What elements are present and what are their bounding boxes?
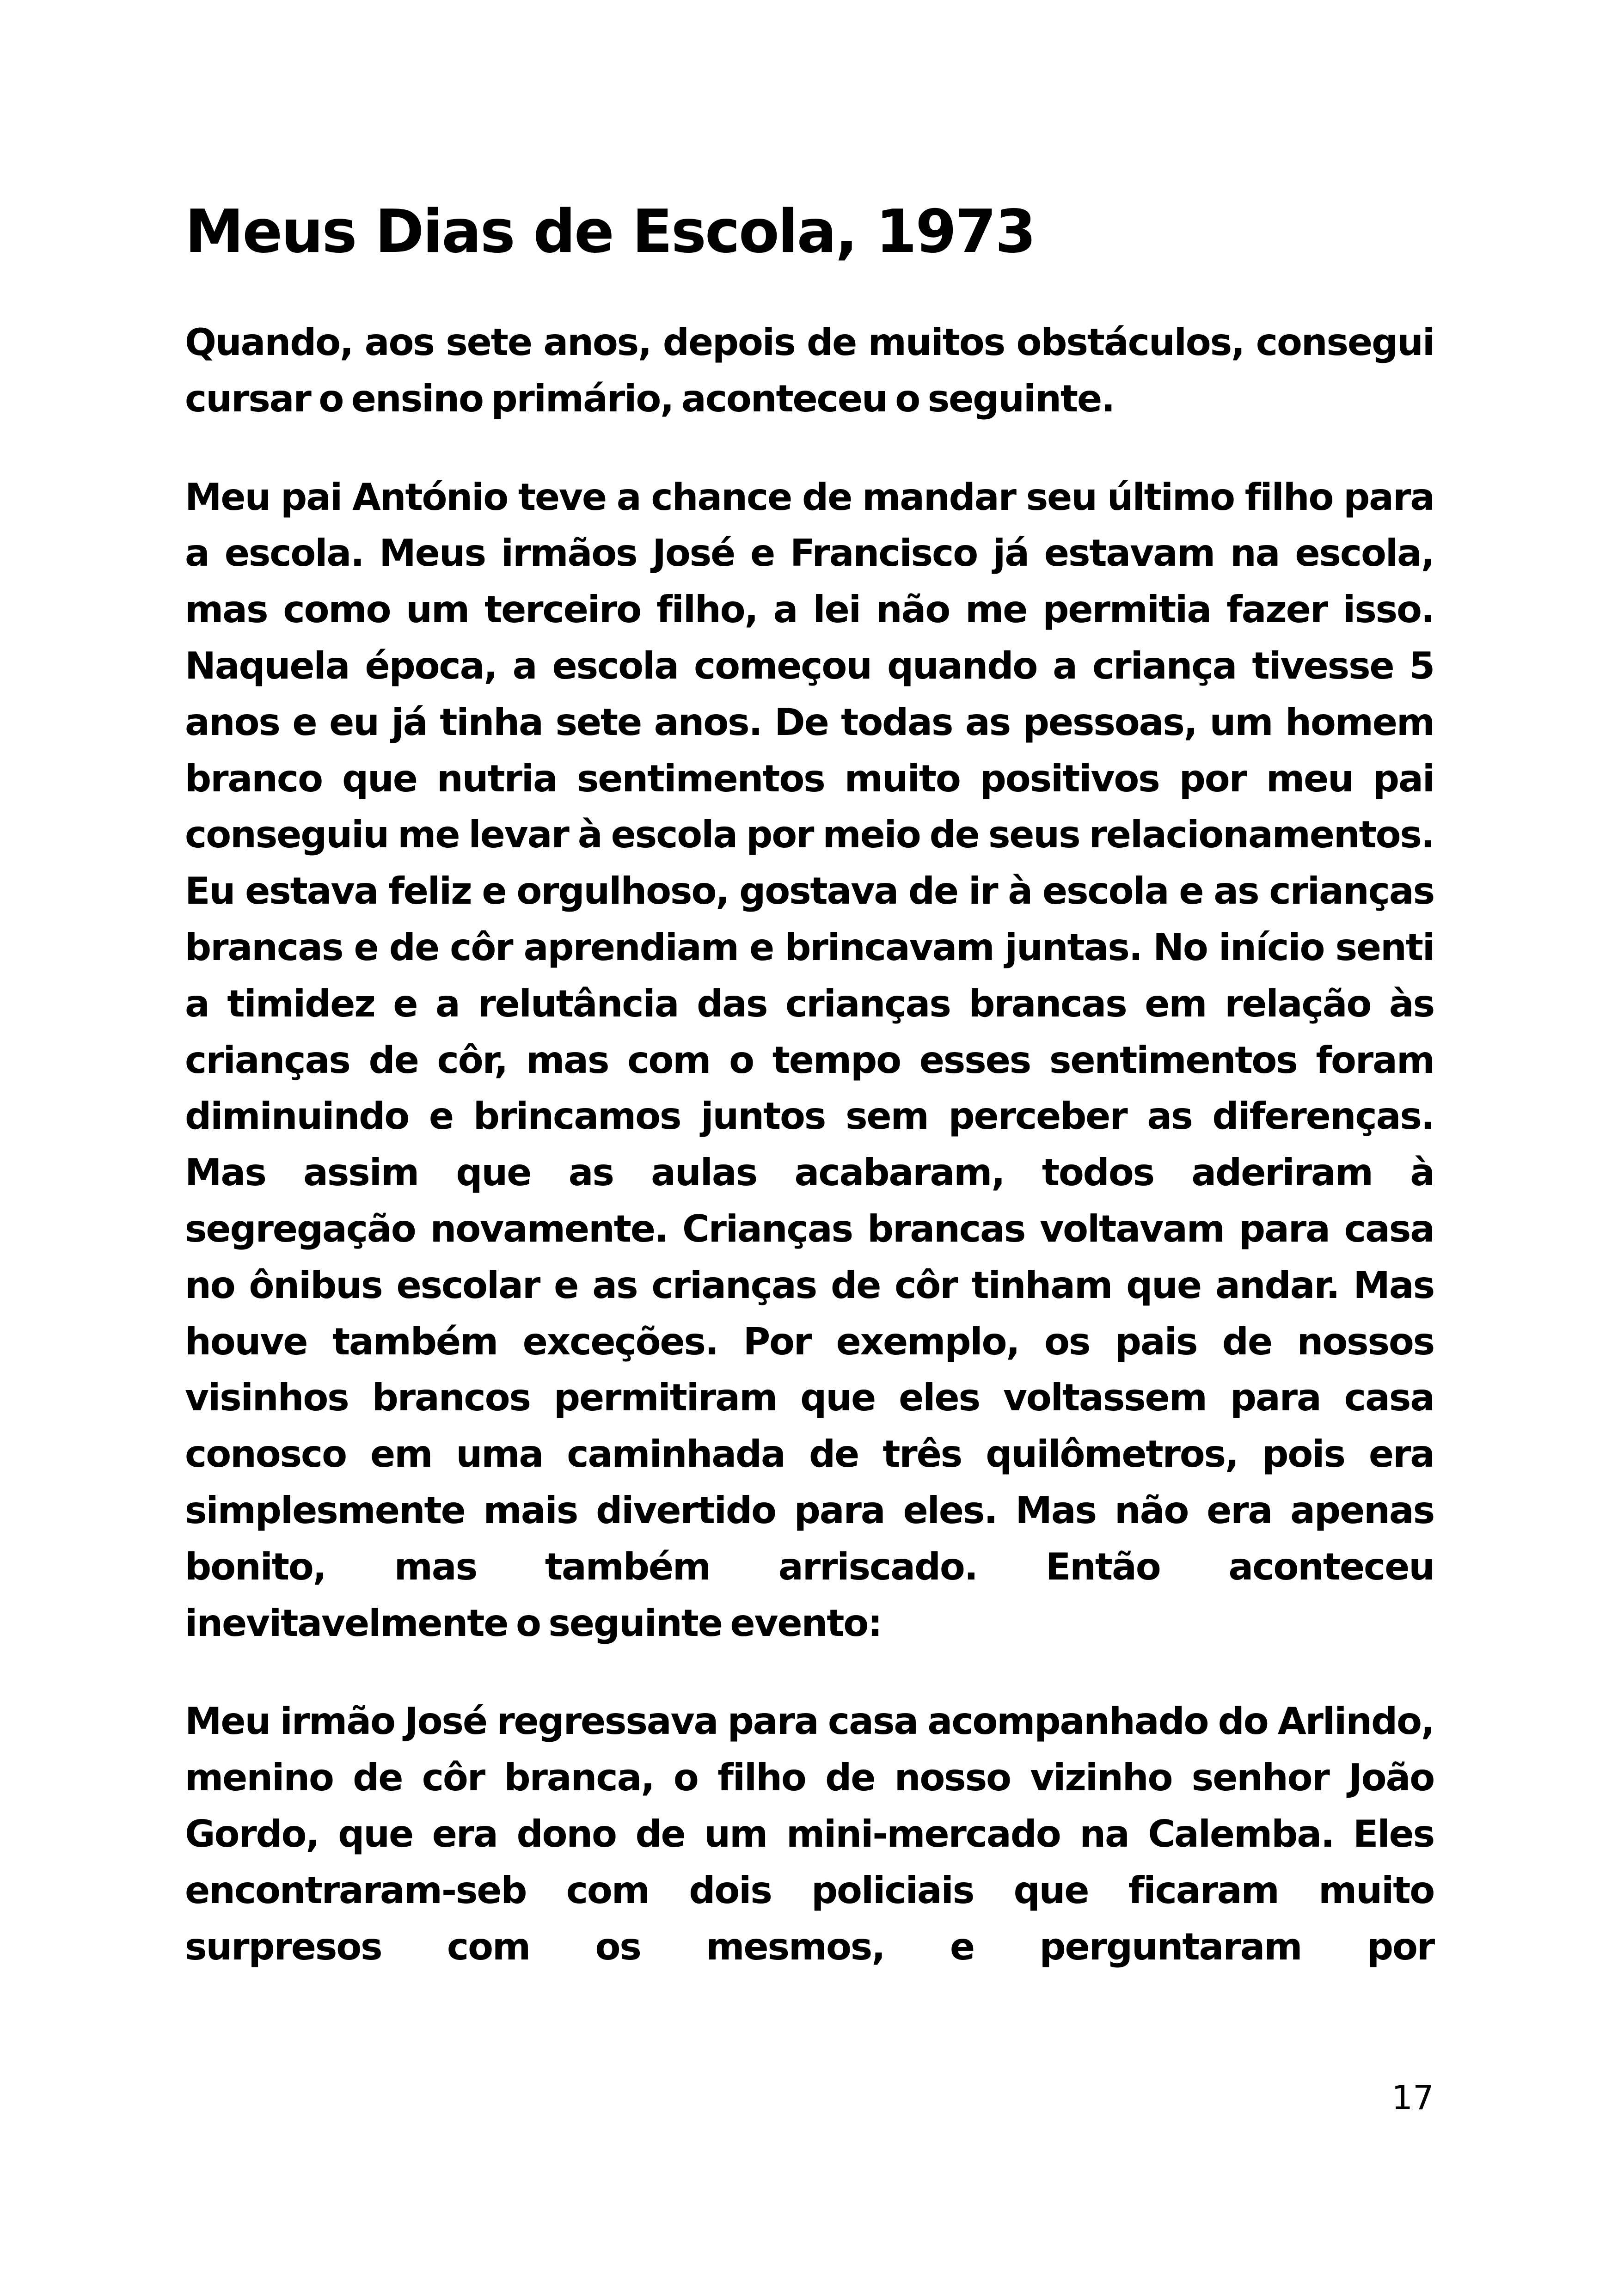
paragraph-3: Meu irmão José regressava para casa acompanhado do Arlindo, menino de côr branca, o filho de nosso vizinho senhor João Gordo, que era dono de um mini-mercado na Calemba. Eles encontraram-seb com dois policiais que ficaram muito surpresos com os mesmos, e perguntaram por [185,1700,1434,1968]
paragraph-2: Meu pai António teve a chance de mandar seu último filho para a escola. Meus irmãos José e Francisco já estavam na escola, mas como um terceiro filho, a lei não me permitia fazer isso. Naquela época, a escola começou quando a criança tivesse 5 anos e eu já tinha sete anos. De todas as pessoas, um homem branco que nutria sentimentos muito positivos por meu pai conseguiu me levar à escola por meio de seus relacionamentos. Eu estava feliz e orgulhoso, gostava de ir à escola e as crianças brancas e de côr aprendiam e brincavam juntas. No início senti a timidez e a relutância das crianças brancas em relação às crianças de côr, mas com o tempo esses sentimentos foram diminuindo e brincamos juntos sem perceber as diferenças. Mas assim que as aulas acabaram, todos aderiram à segregação novamente. Crianças brancas voltavam para casa no ônibus escolar e as crianças de côr tinham que andar. Mas houve também exceções. Por exemplo, os pais de nossos visinhos brancos permitiram que eles voltassem para casa conosco em uma caminhada de três quilômetros, pois era simplesmente mais divertido para eles. Mas não era apenas bonito, mas também arriscado. Então aconteceu inevitavelmente o seguinte evento: [185,475,1434,1645]
body-text [185,314,1434,1975]
page-number: 17 [1391,2078,1434,2117]
paragraph-1: Quando, aos sete anos, depois de muitos obstáculos, consegui cursar o ensino primário, aconteceu o seguinte. [185,321,1434,420]
chapter-title: Meus Dias de Escola, 1973 [185,197,1035,266]
